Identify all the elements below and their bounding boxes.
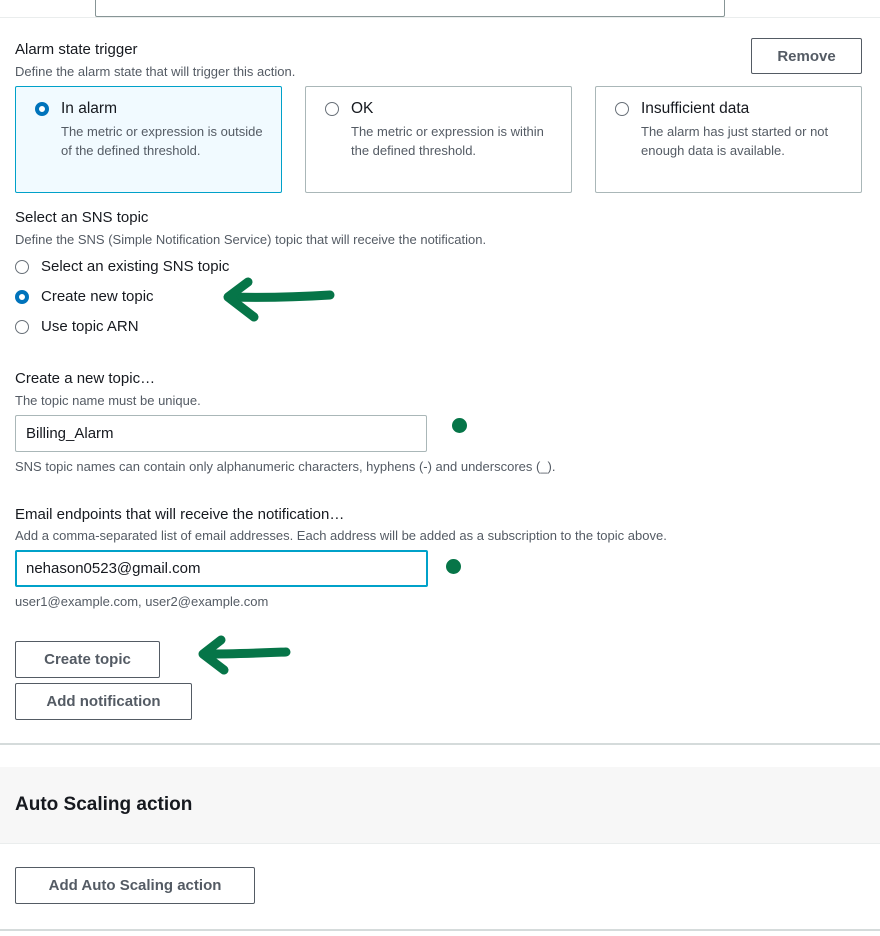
radio-in-alarm-icon[interactable] [35,102,49,116]
add-notification-button[interactable]: Add notification [15,683,192,720]
email-endpoints-description: Add a comma-separated list of email addresses. Each address will be added as a subscription to the topic above. [15,528,667,543]
sns-option-create-new-label: Create new topic [41,288,154,305]
topic-name-input[interactable] [15,415,427,452]
remove-button[interactable]: Remove [751,38,862,74]
new-topic-label: Create a new topic… [15,370,156,387]
sns-topic-label: Select an SNS topic [15,209,149,226]
annotation-dot-icon [452,418,467,433]
radio-create-new-topic-icon[interactable] [15,290,29,304]
sns-option-topic-arn-label: Use topic ARN [41,318,139,335]
sns-option-topic-arn[interactable] [15,318,139,335]
radio-ok-icon[interactable] [325,102,339,116]
email-endpoints-input[interactable] [15,550,428,587]
sns-option-create-new[interactable] [15,288,154,305]
email-endpoints-hint: user1@example.com, user2@example.com [15,594,269,609]
alarm-state-label: Alarm state trigger [15,41,138,58]
email-endpoints-label: Email endpoints that will receive the notification… [15,506,345,523]
sns-option-existing[interactable] [15,258,229,275]
tile-ok-title: OK [351,100,374,117]
tile-insufficient-data[interactable] [595,86,862,193]
tile-in-alarm-description: The metric or expression is outside of the defined threshold. [61,124,263,158]
topic-name-constraint: SNS topic names can contain only alphanumeric characters, hyphens (-) and underscores (_). [15,459,556,474]
tile-ok[interactable] [305,86,572,193]
auto-scaling-title: Auto Scaling action [15,794,193,815]
tile-in-alarm-title: In alarm [61,100,117,117]
alarm-state-description: Define the alarm state that will trigger this action. [15,64,296,79]
top-bar [0,0,880,18]
create-topic-button[interactable]: Create topic [15,641,160,678]
section-divider-bottom [0,929,880,931]
radio-existing-topic-icon[interactable] [15,260,29,274]
tile-insufficient-data-title: Insufficient data [641,100,750,117]
new-topic-description: The topic name must be unique. [15,393,201,408]
sns-topic-description: Define the SNS (Simple Notification Service) topic that will receive the notification. [15,232,487,247]
radio-insufficient-data-icon[interactable] [615,102,629,116]
tile-in-alarm[interactable] [15,86,282,193]
annotation-arrow-icon [218,274,338,324]
section-divider [0,743,880,745]
top-input-field[interactable] [95,0,725,17]
annotation-dot-icon [446,559,461,574]
radio-topic-arn-icon[interactable] [15,320,29,334]
add-auto-scaling-action-button[interactable]: Add Auto Scaling action [15,867,255,904]
annotation-arrow-icon [194,630,294,678]
tile-ok-description: The metric or expression is within the defined threshold. [351,124,544,158]
tile-insufficient-data-description: The alarm has just started or not enough data is available. [641,124,829,158]
sns-option-existing-label: Select an existing SNS topic [41,258,230,275]
